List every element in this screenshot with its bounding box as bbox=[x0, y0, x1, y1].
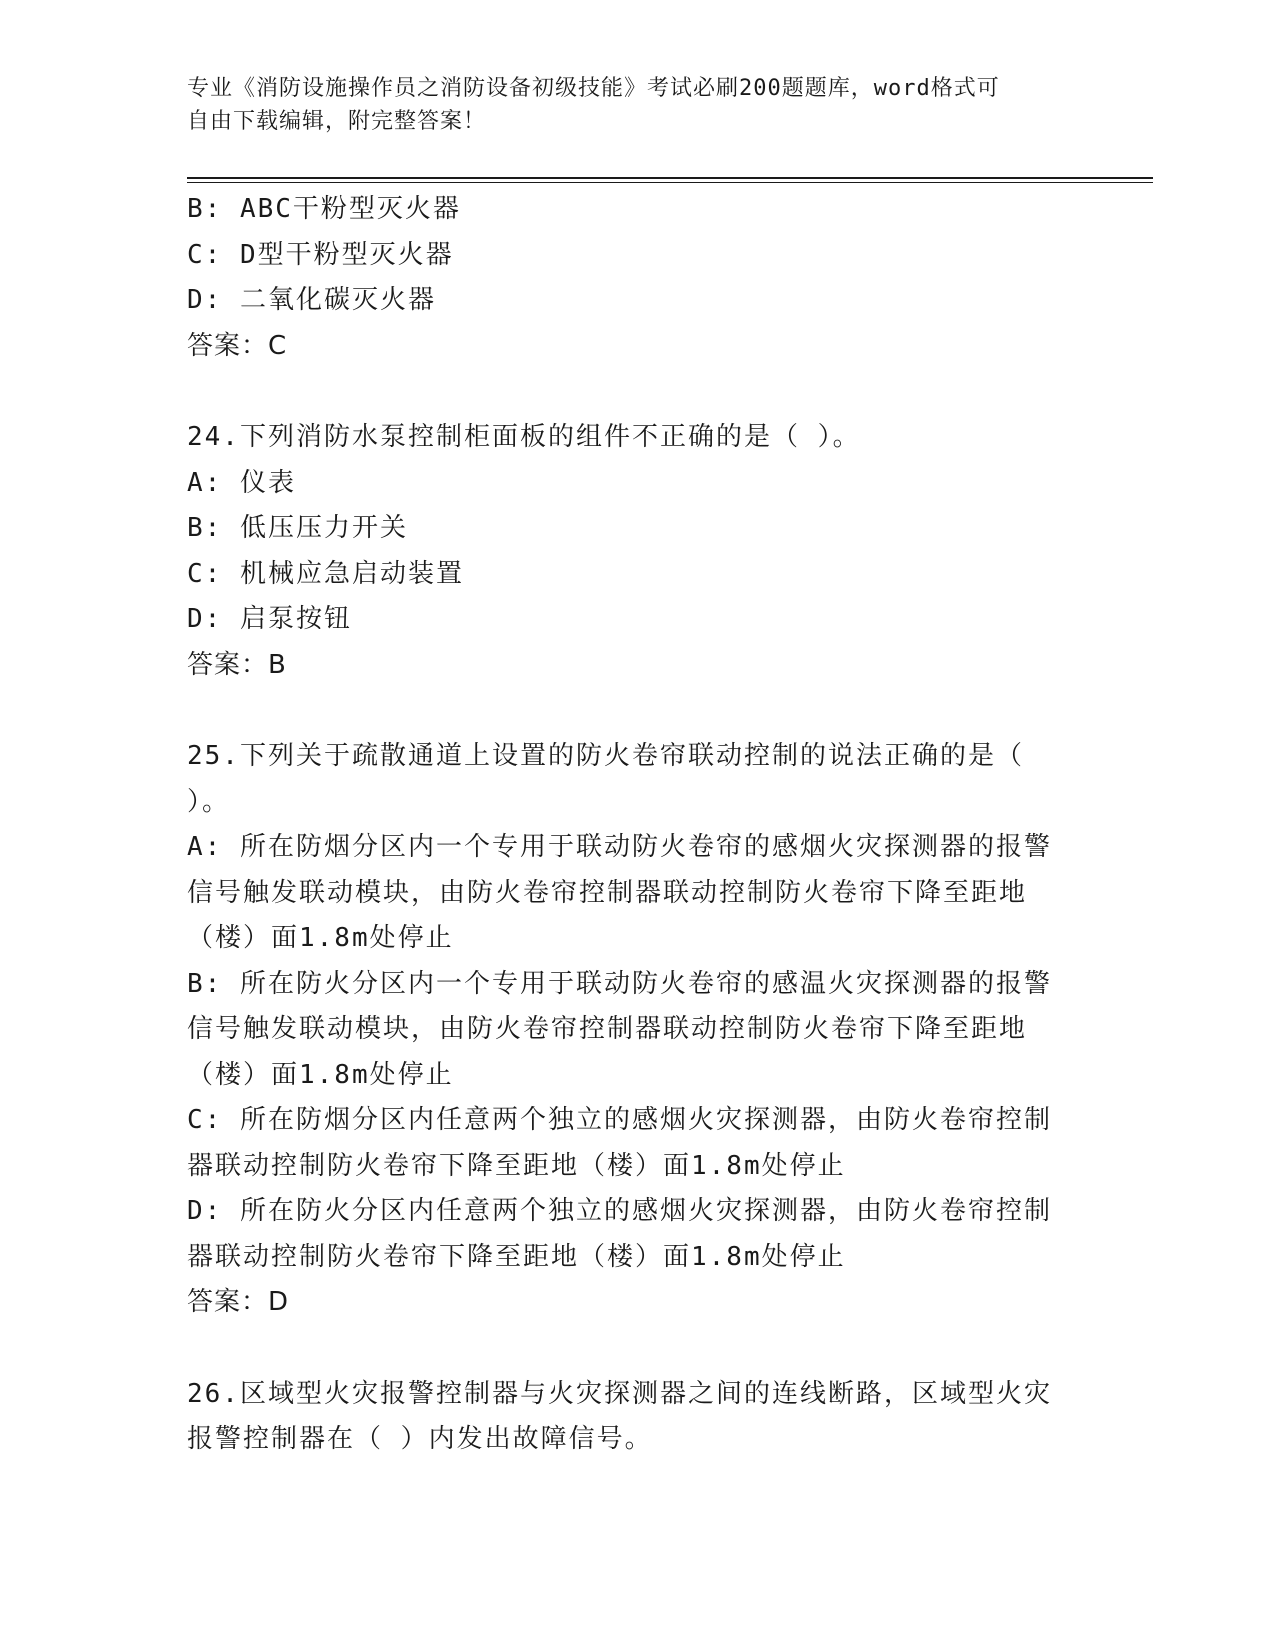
document-body bbox=[187, 187, 1087, 1463]
option-a-line-2: 信号触发联动模块，由防火卷帘控制器联动控制防火卷帘下降至距地 bbox=[187, 877, 1028, 908]
option-b: B: ABC干粉型灭火器 bbox=[187, 194, 461, 224]
option-b: B: 低压压力开关 bbox=[187, 513, 408, 543]
option-d: D: 二氧化碳灭火器 bbox=[187, 285, 436, 315]
option-d: D: 启泵按钮 bbox=[187, 604, 352, 634]
answer: 答案：B bbox=[187, 649, 287, 680]
question-text: 24.下列消防水泵控制柜面板的组件不正确的是（ ）。 bbox=[187, 422, 861, 452]
option-d-line-1: D: 所在防火分区内任意两个独立的感烟火灾探测器，由防火卷帘控制 bbox=[187, 1196, 1052, 1226]
question-25 bbox=[187, 734, 1087, 1326]
option-c-line-2: 器联动控制防火卷帘下降至距地（楼）面1.8m处停止 bbox=[187, 1150, 846, 1181]
question-26 bbox=[187, 1372, 1087, 1463]
question-text-line-1: 26.区域型火灾报警控制器与火灾探测器之间的连线断路，区域型火灾 bbox=[187, 1378, 1052, 1409]
question-24 bbox=[187, 415, 1087, 688]
option-b-line-2: 信号触发联动模块，由防火卷帘控制器联动控制防火卷帘下降至距地 bbox=[187, 1014, 1028, 1044]
question-23-tail bbox=[187, 187, 1087, 369]
option-b-line-1: B: 所在防火分区内一个专用于联动防火卷帘的感温火灾探测器的报警 bbox=[187, 968, 1052, 999]
option-a: A: 仪表 bbox=[187, 467, 296, 498]
question-text-line-2: 报警控制器在（ ）内发出故障信号。 bbox=[187, 1424, 653, 1454]
question-text-line-1: 25.下列关于疏散通道上设置的防火卷帘联动控制的说法正确的是（ bbox=[187, 741, 1024, 771]
option-d-line-2: 器联动控制防火卷帘下降至距地（楼）面1.8m处停止 bbox=[187, 1241, 846, 1272]
question-text-line-2: ）。 bbox=[187, 786, 231, 817]
answer: 答案：C bbox=[187, 330, 288, 361]
option-c: C: D型干粉型灭火器 bbox=[187, 239, 454, 270]
option-c: C: 机械应急启动装置 bbox=[187, 558, 464, 589]
option-a-line-3: （楼）面1.8m处停止 bbox=[187, 923, 454, 953]
document-header bbox=[187, 72, 1067, 138]
header-rule-thick bbox=[187, 177, 1153, 179]
option-a-line-1: A: 所在防烟分区内一个专用于联动防火卷帘的感烟火灾探测器的报警 bbox=[187, 832, 1052, 862]
header-line-1: 专业《消防设施操作员之消防设备初级技能》考试必刷200题题库，word格式可 bbox=[187, 76, 1000, 101]
option-b-line-3: （楼）面1.8m处停止 bbox=[187, 1059, 454, 1090]
answer: 答案：D bbox=[187, 1287, 290, 1317]
header-rule-thin bbox=[187, 182, 1153, 183]
header-line-2: 自由下载编辑，附完整答案！ bbox=[187, 109, 487, 134]
option-c-line-1: C: 所在防烟分区内任意两个独立的感烟火灾探测器，由防火卷帘控制 bbox=[187, 1105, 1052, 1135]
